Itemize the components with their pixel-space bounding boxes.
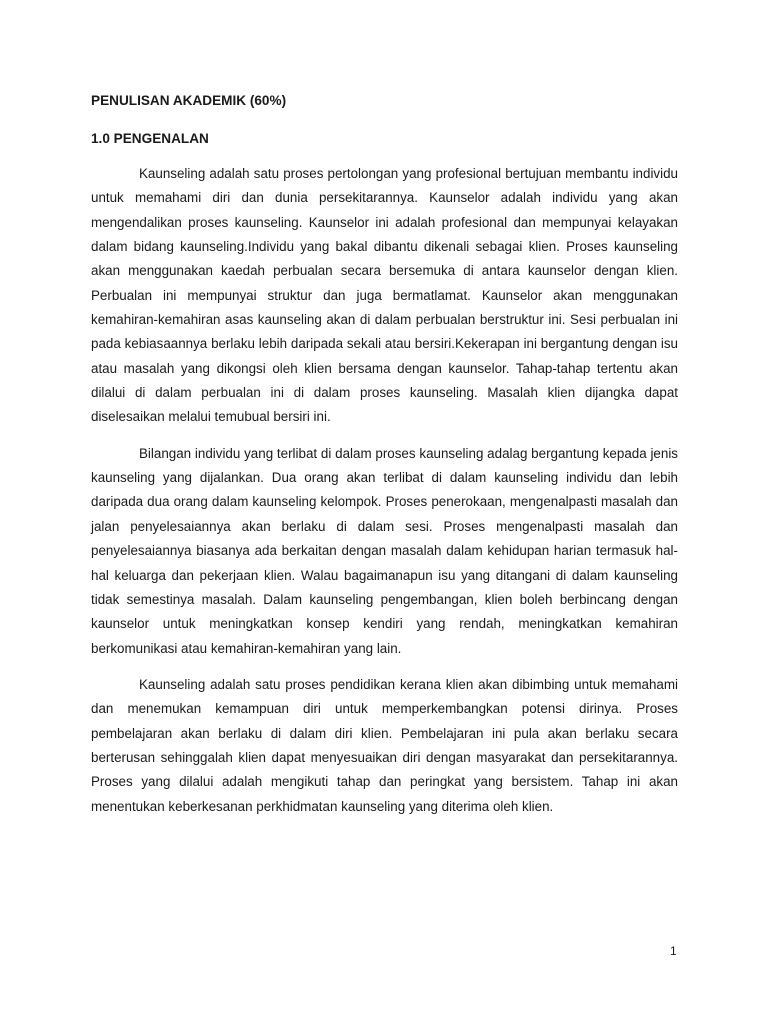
document-body [91, 91, 678, 831]
paragraph-1: Kaunseling adalah satu proses pertolongan yang profesional bertujuan membantu individu untuk memahami diri dan dunia persekitarannya. Kaunselor adalah individu yang akan mengendalikan proses kaunseling. Kaunselor ini adalah profesional dan mempunyai kelayakan dalam bidang kaunseling.Individu yang bakal dibantu dikenali sebagai klien. Proses kaunseling akan menggunakan kaedah perbualan secara bersemuka di antara kaunselor dengan klien. Perbualan ini mempunyai struktur dan juga bermatlamat. Kaunselor akan menggunakan kemahiran-kemahiran asas kaunseling akan di dalam perbualan berstruktur ini. Sesi perbualan ini pada kebiasaannya berlaku lebih daripada sekali atau bersiri.Kekerapan ini bergantung dengan isu atau masalah yang dikongsi oleh klien bersama dengan kaunselor. Tahap-tahap tertentu akan dilalui di dalam perbualan ini di dalam proses kaunseling. Masalah klien dijangka dapat diselesaikan melalui temubual bersiri ini. [91, 166, 678, 425]
page-number: 1 [670, 944, 677, 958]
paragraph-2: Bilangan individu yang terlibat di dalam proses kaunseling adalag bergantung kepada jenis kaunseling yang dijalankan. Dua orang akan terlibat di dalam kaunseling individu dan lebih daripada dua orang dalam kaunseling kelompok. Proses penerokaan, mengenalpasti masalah dan jalan penyelesaiannya akan berlaku di dalam sesi. Proses mengenalpasti masalah dan penyelesaiannya biasanya ada berkaitan dengan masalah dalam kehidupan harian termasuk hal-hal keluarga dan pekerjaan klien. Walau bagaimanapun isu yang ditangani di dalam kaunseling tidak semestinya masalah. Dalam kaunseling pengembangan, klien boleh berbincang dengan kaunselor untuk meningkatkan konsep kendiri yang rendah, meningkatkan kemahiran berkomunikasi atau kemahiran-kemahiran yang lain. [91, 445, 678, 656]
document-title: PENULISAN AKADEMIK (60%) [91, 93, 287, 108]
section-heading: 1.0 PENGENALAN [91, 131, 209, 146]
paragraph-3: Kaunseling adalah satu proses pendidikan kerana klien akan dibimbing untuk memahami dan menemukan kemampuan diri untuk memperkembangkan potensi dirinya. Proses pembelajaran akan berlaku di dalam diri klien. Pembelajaran ini pula akan berlaku secara berterusan sehinggalah klien dapat menyesuaikan diri dengan masyarakat dan persekitarannya. Proses yang dilalui adalah mengikuti tahap dan peringkat yang bersistem. Tahap ini akan menentukan keberkesanan perkhidmatan kaunseling yang diterima oleh klien. [91, 676, 678, 814]
